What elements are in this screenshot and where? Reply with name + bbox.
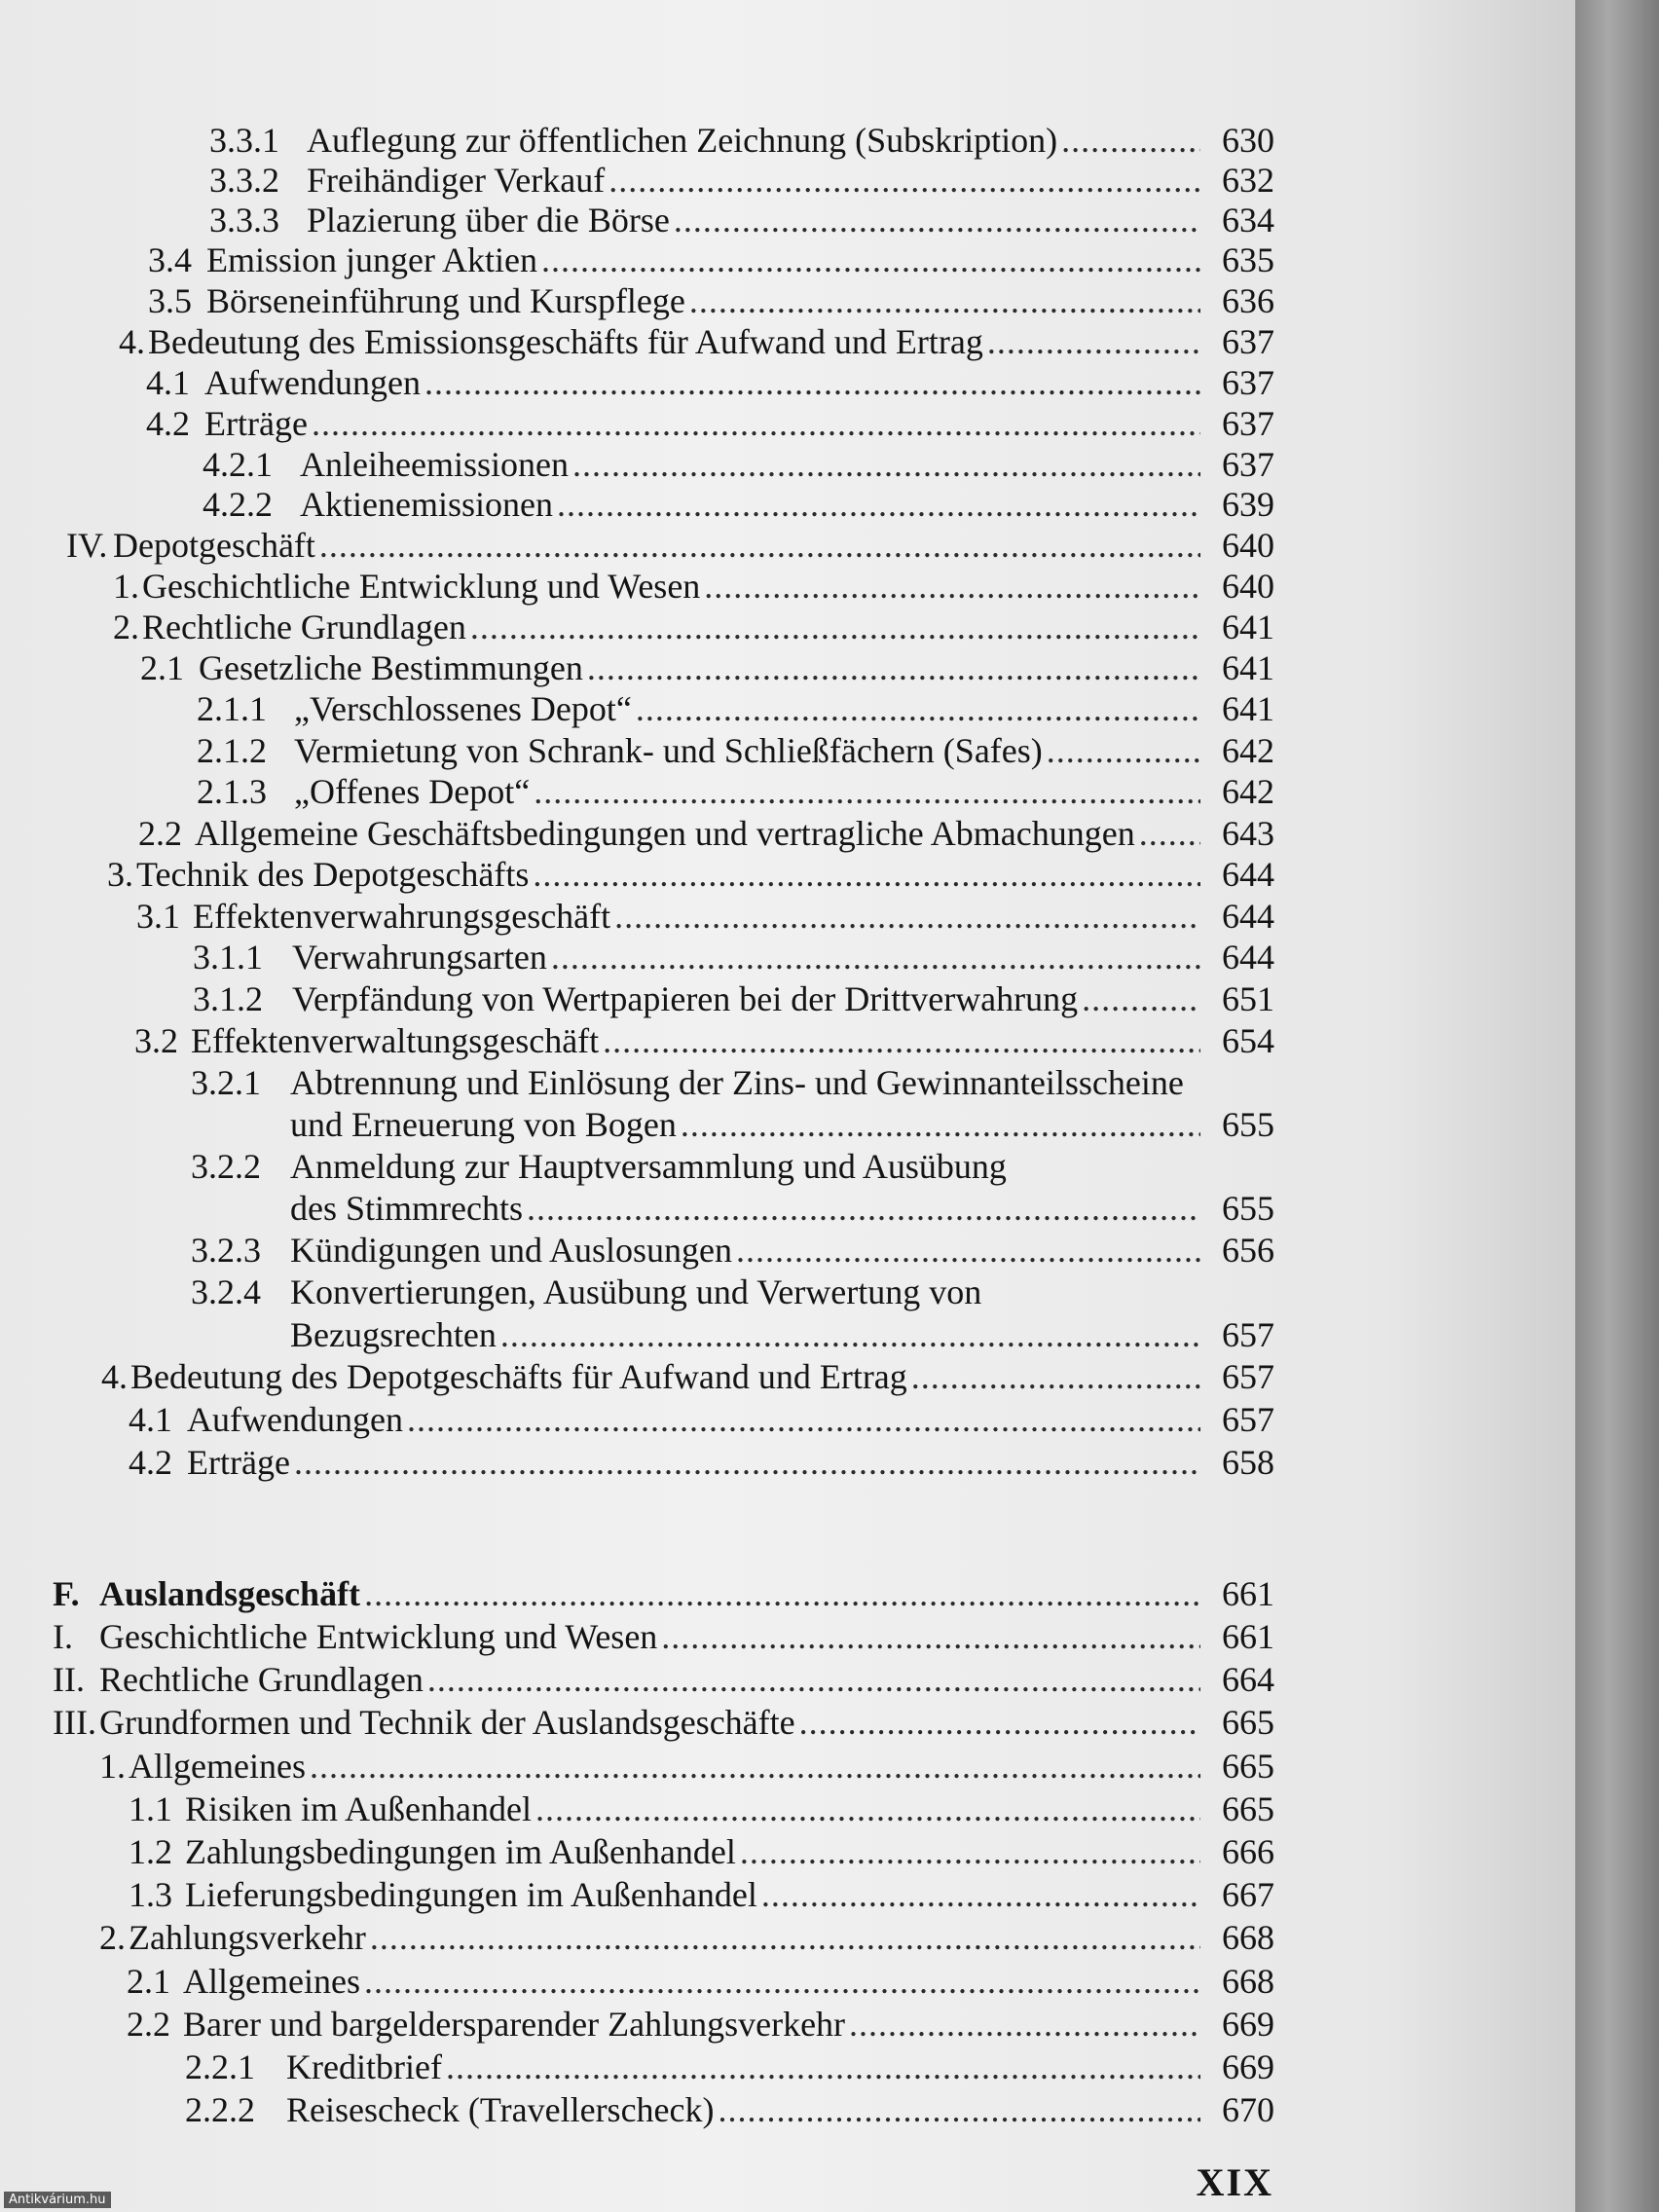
toc-entry [146,362,1274,403]
dot-leader [799,1702,1200,1743]
dot-leader [535,1788,1200,1829]
toc-entry [185,2089,1274,2130]
dot-leader [740,1831,1200,1872]
entry-page: 661 [1222,1617,1274,1656]
dot-leader [1061,120,1200,161]
dot-leader [603,1020,1200,1061]
dot-leader [661,1616,1200,1657]
entry-title-continuation: Bezugsrechten [290,1315,497,1354]
entry-title: Anmeldung zur Hauptversammlung und Ausübung [290,1147,1007,1186]
entry-title: Gesetzliche Bestimmungen [199,648,583,687]
entry-title: Freihändiger Verkauf [307,161,606,200]
dot-leader [541,240,1200,280]
entry-number: 1.3 [129,1875,172,1914]
entry-number: 4. [101,1357,128,1396]
adjacent-page-edge [1575,0,1659,2212]
entry-title: Reisescheck (Travellerscheck) [286,2090,715,2129]
entry-page: 666 [1222,1832,1274,1871]
entry-number: 2.1 [140,648,184,687]
entry-title: Zahlungsverkehr [129,1918,366,1957]
dot-leader [407,1399,1200,1440]
entry-number: 3.2.4 [191,1272,261,1311]
entry-page: 642 [1222,731,1274,770]
entry-title: Allgemeines [129,1747,306,1786]
toc-entry-continuation [290,1104,1274,1145]
entry-title: Effektenverwaltungsgeschäft [191,1021,600,1060]
entry-page: 644 [1222,938,1274,977]
toc-entry [129,1399,1274,1440]
entry-number: 4.2 [129,1443,172,1482]
dot-leader [427,1659,1200,1700]
entry-title: Bedeutung des Emissionsgeschäfts für Aufwand und Ertrag [148,322,983,361]
entry-number: 1.2 [129,1832,172,1871]
toc-entry [113,566,1274,607]
toc-entry [129,1442,1274,1483]
toc-entry [134,1020,1274,1061]
entry-page: 637 [1222,404,1274,443]
entry-title: Rechtliche Grundlagen [99,1660,424,1699]
dot-leader [446,2046,1200,2087]
entry-title: Allgemeine Geschäftsbedingungen und vertragliche Abmachungen [195,814,1135,853]
entry-number: IV. [66,526,108,565]
entry-title: Barer und bargeldersparender Zahlungsverkehr [183,2005,846,2044]
dot-leader [572,444,1200,485]
dot-leader [681,1104,1200,1145]
toc-entry [148,240,1274,280]
entry-page: 635 [1222,240,1274,279]
toc-entry [127,1961,1274,2002]
entry-page: 654 [1222,1021,1274,1060]
toc-entry [119,321,1274,362]
entry-page: 667 [1222,1875,1274,1914]
entry-page: 655 [1222,1189,1274,1228]
entry-number: II. [53,1660,85,1699]
entry-number: F. [53,1574,80,1613]
toc-entry [185,2046,1274,2087]
toc-entry [99,1917,1274,1958]
toc-entry [136,896,1274,937]
dot-leader [849,2004,1200,2045]
entry-title: „Verschlossenes Depot“ [294,689,632,728]
entry-number: 2.2.2 [185,2090,255,2129]
entry-number: 2. [113,608,139,646]
dot-leader [689,280,1200,321]
entry-number: 1. [99,1747,126,1786]
entry-title: Abtrennung und Einlösung der Zins- und Gewinnanteilsscheine [290,1063,1184,1102]
toc-entry-continuation [290,1188,1274,1229]
entry-number: 3.3.2 [209,161,279,200]
dot-leader [719,2089,1201,2130]
toc-entry-continuation [290,1314,1274,1355]
entry-page: 661 [1222,1574,1274,1613]
toc-entry [197,688,1274,729]
entry-page: 665 [1222,1789,1274,1828]
entry-number: III. [53,1703,96,1742]
watermark: Antikvárium.hu [4,2192,111,2208]
entry-page: 632 [1222,161,1274,200]
entry-page: 637 [1222,445,1274,484]
entry-page: 641 [1222,648,1274,687]
entry-number: 4.2.1 [203,445,273,484]
toc-entry [197,730,1274,771]
entry-page: 641 [1222,608,1274,646]
toc-entry-first-line [191,1062,1184,1103]
toc-entry [66,525,1274,566]
entry-title: Emission junger Aktien [206,240,537,279]
entry-title: Erträge [204,404,308,443]
entry-number: 3.2.1 [191,1063,261,1102]
entry-title: Aktienemissionen [300,485,553,524]
toc-entry [148,280,1274,321]
dot-leader [534,771,1200,812]
entry-number: 2.2 [138,814,182,853]
toc-entry [193,937,1274,977]
dot-leader [551,937,1200,977]
entry-number: 3.4 [148,240,192,279]
entry-page: 657 [1222,1400,1274,1439]
entry-page: 668 [1222,1962,1274,2001]
entry-page: 658 [1222,1443,1274,1482]
entry-page: 655 [1222,1105,1274,1144]
entry-title: Auflegung zur öffentlichen Zeichnung (Subskription) [307,121,1058,160]
entry-title: Verpfändung von Wertpapieren bei der Drittverwahrung [292,979,1079,1018]
entry-page: 657 [1222,1315,1274,1354]
entry-title: Aufwendungen [187,1400,403,1439]
entry-title: Geschichtliche Entwicklung und Wesen [99,1617,658,1656]
entry-page: 637 [1222,363,1274,402]
toc-entry [129,1788,1274,1829]
entry-number: 2.1.3 [197,772,267,811]
dot-leader [319,525,1200,566]
entry-page: 642 [1222,772,1274,811]
entry-number: 4.2 [146,404,190,443]
dot-leader [470,607,1200,647]
dot-leader [500,1314,1200,1355]
entry-number: 3.1.1 [193,938,263,977]
entry-number: 2.2.1 [185,2047,255,2086]
entry-title: Anleiheemissionen [300,445,569,484]
toc-entry-first-line [191,1272,981,1312]
entry-title: Börseneinführung und Kurspflege [206,281,685,320]
dot-leader [736,1230,1200,1271]
entry-number: 1.1 [129,1789,172,1828]
dot-leader [533,854,1200,895]
entry-title: Allgemeines [183,1962,360,2001]
entry-number: 3.3.1 [209,121,279,160]
entry-number: 3.3.3 [209,201,279,240]
entry-number: 2.1.2 [197,731,267,770]
entry-title: Konvertierungen, Ausübung und Verwertung von [290,1272,982,1311]
entry-title: Grundformen und Technik der Auslandsgeschäfte [99,1703,795,1742]
entry-title: Depotgeschäft [113,526,315,565]
entry-number: 4. [119,322,145,361]
toc-entry [191,1230,1274,1271]
entry-page: 656 [1222,1231,1274,1270]
entry-page: 657 [1222,1357,1274,1396]
dot-leader [911,1356,1200,1397]
entry-page: 669 [1222,2005,1274,2044]
entry-page: 637 [1222,322,1274,361]
toc-entry [209,120,1274,161]
toc-entry [53,1659,1274,1700]
entry-number: 3.2 [134,1021,178,1060]
toc-entry [197,771,1274,812]
entry-number: 1. [113,567,139,606]
toc-entry [107,854,1274,895]
toc-entry [129,1831,1274,1872]
entry-page: 636 [1222,281,1274,320]
toc-entry [140,647,1274,688]
entry-page: 640 [1222,567,1274,606]
toc-entry [53,1702,1274,1743]
entry-page: 640 [1222,526,1274,565]
entry-number: 2.2 [127,2005,170,2044]
entry-number: 3. [107,855,133,894]
toc-entry [129,1874,1274,1915]
toc-entry [113,607,1274,647]
entry-title: „Offenes Depot“ [294,772,531,811]
dot-leader [614,896,1200,937]
page-number: XIX [1196,2160,1273,2204]
dot-leader [527,1188,1200,1229]
toc-entry [138,813,1274,854]
entry-title: Risiken im Außenhandel [185,1789,532,1828]
dot-leader [1139,813,1200,854]
entry-page: 634 [1222,201,1274,240]
entry-number: 3.1 [136,897,180,936]
entry-page: 644 [1222,855,1274,894]
dot-leader [674,200,1200,240]
entry-number: I. [53,1617,73,1656]
entry-number: 2.1 [127,1962,170,2001]
entry-title: Kreditbrief [286,2047,442,2086]
dot-leader [310,1746,1200,1787]
dot-leader [704,566,1200,607]
dot-leader [364,1573,1200,1614]
toc-entry [209,200,1274,240]
entry-title: Auslandsgeschäft [99,1574,361,1613]
dot-leader [761,1874,1200,1915]
entry-page: 630 [1222,121,1274,160]
entry-page: 644 [1222,897,1274,936]
entry-title: Vermietung von Schrank- und Schließfächern (Safes) [294,731,1043,770]
entry-number: 3.2.3 [191,1231,261,1270]
entry-page: 639 [1222,485,1274,524]
dot-leader [1082,978,1200,1019]
entry-title: Bedeutung des Depotgeschäfts für Aufwand und Ertrag [130,1357,907,1396]
toc-entry [203,444,1274,485]
entry-number: 4.2.2 [203,485,273,524]
entry-number: 3.2.2 [191,1147,261,1186]
toc-entry [127,2004,1274,2045]
dot-leader [557,484,1200,525]
dot-leader [587,647,1200,688]
dot-leader [987,321,1200,362]
dot-leader [364,1961,1200,2002]
entry-number: 4.1 [146,363,190,402]
entry-page: 669 [1222,2047,1274,2086]
toc-chapter-entry [53,1573,1274,1614]
dot-leader [312,403,1200,444]
entry-number: 4.1 [129,1400,172,1439]
entry-title: Effektenverwahrungsgeschäft [193,897,611,936]
entry-title: Kündigungen und Auslosungen [290,1231,732,1270]
toc-entry [193,978,1274,1019]
entry-title: Rechtliche Grundlagen [142,608,466,646]
entry-number: 2.1.1 [197,689,267,728]
entry-title: Plazierung über die Börse [307,201,670,240]
entry-page: 664 [1222,1660,1274,1699]
entry-page: 651 [1222,979,1274,1018]
entry-page: 641 [1222,689,1274,728]
dot-leader [424,362,1200,403]
entry-title: Lieferungsbedingungen im Außenhandel [185,1875,757,1914]
entry-title-continuation: und Erneuerung von Bogen [290,1105,677,1144]
entry-number: 3.5 [148,281,192,320]
toc-entry [99,1746,1274,1787]
entry-page: 665 [1222,1703,1274,1742]
toc-entry [203,484,1274,525]
entry-title: Geschichtliche Entwicklung und Wesen [142,567,701,606]
entry-title: Erträge [187,1443,290,1482]
entry-title: Aufwendungen [204,363,421,402]
entry-page: 670 [1222,2090,1274,2129]
dot-leader [294,1442,1200,1483]
entry-title: Verwahrungsarten [292,938,547,977]
entry-number: 3.1.2 [193,979,263,1018]
toc-entry-first-line [191,1146,1007,1187]
entry-page: 665 [1222,1747,1274,1786]
entry-title: Technik des Depotgeschäfts [136,855,530,894]
toc-entry [209,160,1274,201]
dot-leader [608,160,1200,201]
dot-leader [1047,730,1200,771]
entry-number: 2. [99,1918,126,1957]
toc-entry [146,403,1274,444]
dot-leader [636,688,1200,729]
toc-entry [101,1356,1274,1397]
entry-page: 668 [1222,1918,1274,1957]
dot-leader [370,1917,1200,1958]
toc-entry [53,1616,1274,1657]
entry-page: 643 [1222,814,1274,853]
entry-title-continuation: des Stimmrechts [290,1189,523,1228]
entry-title: Zahlungsbedingungen im Außenhandel [185,1832,736,1871]
